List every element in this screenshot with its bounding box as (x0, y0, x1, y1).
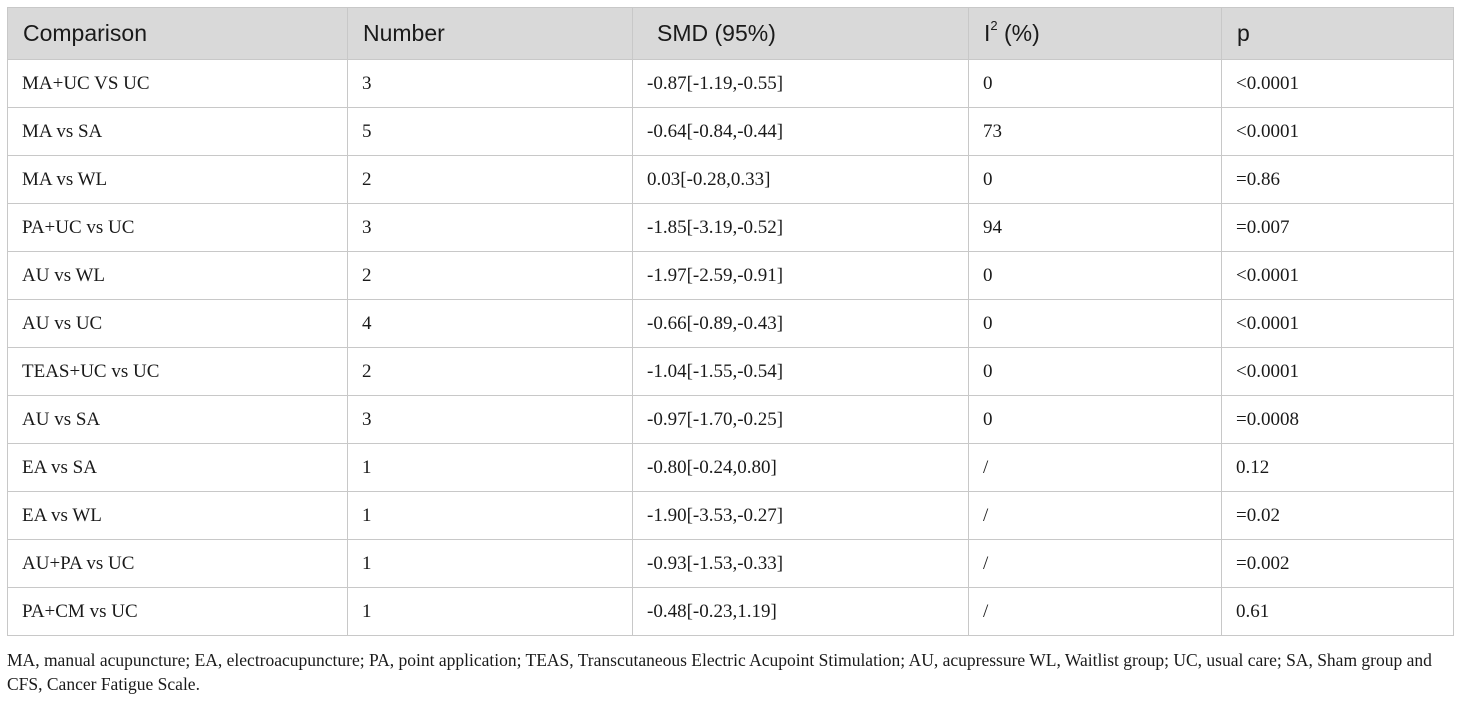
cell-p: =0.0008 (1222, 396, 1454, 444)
cell-p: <0.0001 (1222, 108, 1454, 156)
cell-number: 2 (348, 156, 633, 204)
results-table (7, 7, 1454, 636)
results-table-container (7, 7, 1453, 636)
cell-comparison: AU+PA vs UC (8, 540, 348, 588)
cell-p: <0.0001 (1222, 300, 1454, 348)
header-comparison: Comparison (8, 8, 348, 60)
table-row (8, 396, 1454, 444)
cell-smd: -1.97[-2.59,-0.91] (633, 252, 969, 300)
cell-comparison: AU vs WL (8, 252, 348, 300)
cell-number: 1 (348, 444, 633, 492)
cell-i2: 94 (969, 204, 1222, 252)
header-i2-letter: I (984, 20, 991, 46)
cell-p: <0.0001 (1222, 252, 1454, 300)
table-row (8, 252, 1454, 300)
table-row (8, 540, 1454, 588)
cell-number: 2 (348, 348, 633, 396)
cell-smd: -0.48[-0.23,1.19] (633, 588, 969, 636)
cell-i2: 0 (969, 156, 1222, 204)
cell-number: 1 (348, 588, 633, 636)
cell-i2: 0 (969, 252, 1222, 300)
header-number: Number (348, 8, 633, 60)
cell-comparison: MA+UC VS UC (8, 60, 348, 108)
table-row (8, 60, 1454, 108)
cell-p: 0.12 (1222, 444, 1454, 492)
cell-smd: -0.97[-1.70,-0.25] (633, 396, 969, 444)
cell-comparison: AU vs SA (8, 396, 348, 444)
cell-p: =0.002 (1222, 540, 1454, 588)
cell-number: 3 (348, 60, 633, 108)
header-p: p (1222, 8, 1454, 60)
table-footnote: MA, manual acupuncture; EA, electroacupuncture; PA, point application; TEAS, Transcutaneous Electric Acupoint Stimulation; AU, acupressure WL, Waitlist group; UC, usual care; SA, Sham group and CFS, Cancer Fatigue Scale. (7, 650, 1432, 694)
cell-i2: 73 (969, 108, 1222, 156)
header-row (8, 8, 1454, 60)
cell-p: =0.007 (1222, 204, 1454, 252)
cell-smd: -0.64[-0.84,-0.44] (633, 108, 969, 156)
cell-p: =0.86 (1222, 156, 1454, 204)
header-smd: SMD (95%) (633, 8, 969, 60)
cell-i2: 0 (969, 60, 1222, 108)
cell-comparison: PA+CM vs UC (8, 588, 348, 636)
table-row (8, 108, 1454, 156)
cell-smd: 0.03[-0.28,0.33] (633, 156, 969, 204)
table-row (8, 156, 1454, 204)
cell-smd: -0.87[-1.19,-0.55] (633, 60, 969, 108)
cell-i2: / (969, 588, 1222, 636)
cell-i2: / (969, 540, 1222, 588)
cell-number: 1 (348, 492, 633, 540)
cell-i2: 0 (969, 300, 1222, 348)
cell-comparison: AU vs UC (8, 300, 348, 348)
cell-smd: -1.90[-3.53,-0.27] (633, 492, 969, 540)
cell-comparison: PA+UC vs UC (8, 204, 348, 252)
cell-comparison: EA vs SA (8, 444, 348, 492)
cell-number: 2 (348, 252, 633, 300)
cell-p: 0.61 (1222, 588, 1454, 636)
table-row (8, 588, 1454, 636)
table-row (8, 348, 1454, 396)
cell-number: 4 (348, 300, 633, 348)
cell-p: <0.0001 (1222, 348, 1454, 396)
cell-smd: -0.93[-1.53,-0.33] (633, 540, 969, 588)
cell-p: <0.0001 (1222, 60, 1454, 108)
cell-i2: / (969, 444, 1222, 492)
cell-i2: 0 (969, 348, 1222, 396)
cell-number: 1 (348, 540, 633, 588)
cell-p: =0.02 (1222, 492, 1454, 540)
cell-smd: -1.04[-1.55,-0.54] (633, 348, 969, 396)
header-i2-superscript: 2 (990, 18, 998, 34)
cell-smd: -0.66[-0.89,-0.43] (633, 300, 969, 348)
table-row (8, 204, 1454, 252)
table-row (8, 492, 1454, 540)
cell-comparison: MA vs WL (8, 156, 348, 204)
cell-number: 3 (348, 396, 633, 444)
cell-number: 5 (348, 108, 633, 156)
table-row (8, 444, 1454, 492)
table-body (8, 60, 1454, 636)
table-header (8, 8, 1454, 60)
cell-smd: -1.85[-3.19,-0.52] (633, 204, 969, 252)
cell-comparison: MA vs SA (8, 108, 348, 156)
header-i2-unit: (%) (997, 20, 1040, 46)
cell-comparison: EA vs WL (8, 492, 348, 540)
cell-i2: 0 (969, 396, 1222, 444)
cell-comparison: TEAS+UC vs UC (8, 348, 348, 396)
cell-smd: -0.80[-0.24,0.80] (633, 444, 969, 492)
header-i2 (969, 8, 1222, 60)
cell-number: 3 (348, 204, 633, 252)
cell-i2: / (969, 492, 1222, 540)
table-row (8, 300, 1454, 348)
